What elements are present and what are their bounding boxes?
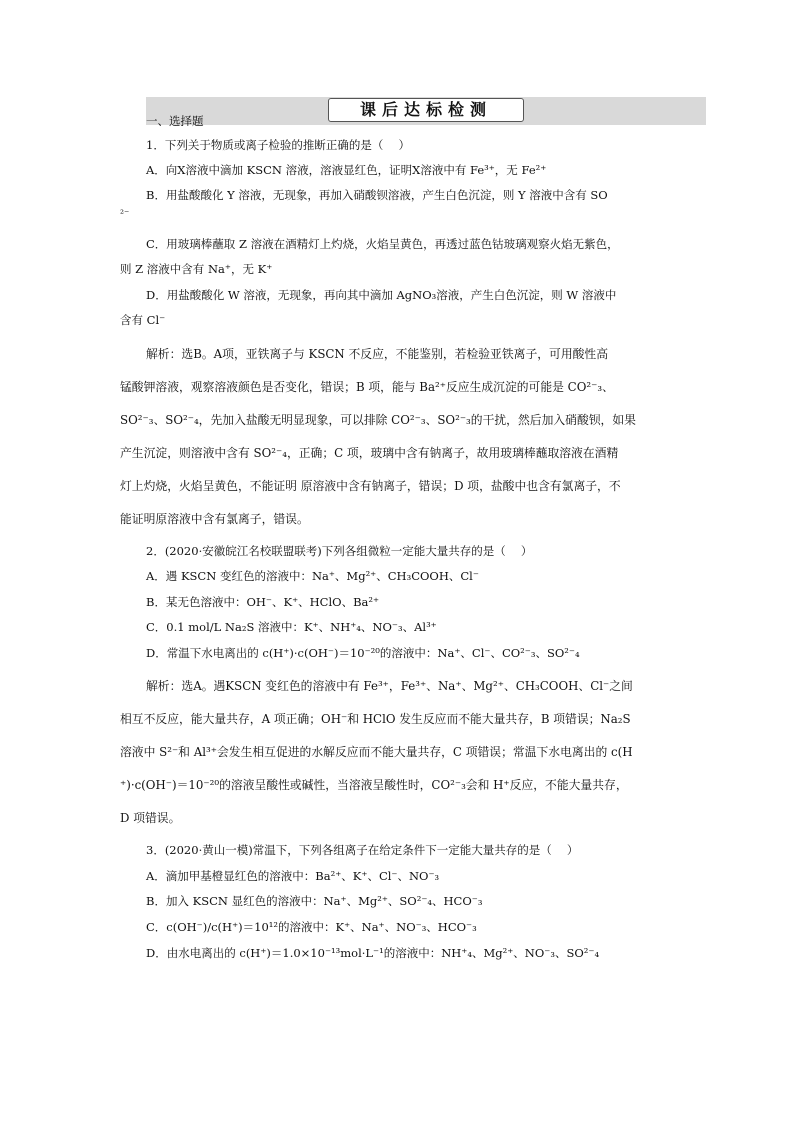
section-heading: 一、选择题 bbox=[146, 114, 204, 128]
text-line: 解析：选A。遇KSCN 变红色的溶液中有 Fe³⁺，Fe³⁺、Na⁺、Mg²⁺、CH₃COOH、Cl⁻之间 bbox=[146, 679, 633, 693]
text-line: C．0.1 mol/L Na₂S 溶液中：K⁺、NH⁺₄、NO⁻₃、Al³⁺ bbox=[146, 620, 437, 634]
text-line: A．向X溶液中滴加 KSCN 溶液，溶液显红色，证明X溶液中有 Fe³⁺，无 Fe²⁺ bbox=[146, 163, 547, 177]
text-line: 含有 Cl⁻ bbox=[120, 313, 166, 327]
text-line: ²⁻ bbox=[120, 209, 130, 220]
title-banner bbox=[146, 97, 706, 125]
text-line: 产生沉淀，则溶液中含有 SO²⁻₄，正确；C 项，玻璃中含有钠离子，故用玻璃棒蘸取溶液在酒精 bbox=[120, 446, 619, 460]
text-line: 锰酸钾溶液，观察溶液颜色是否变化，错误；B 项，能与 Ba²⁺反应生成沉淀的可能是 CO²⁻₃、 bbox=[120, 380, 614, 394]
text-line: B．用盐酸酸化 Y 溶液，无现象，再加入硝酸钡溶液，产生白色沉淀，则 Y 溶液中含有 SO bbox=[146, 188, 608, 202]
text-line: D．由水电离出的 c(H⁺)＝1.0×10⁻¹³mol·L⁻¹的溶液中：NH⁺₄、Mg²⁺、NO⁻₃、SO²⁻₄ bbox=[146, 946, 600, 960]
text-line: 相互不反应，能大量共存，A 项正确；OH⁻和 HClO 发生反应而不能大量共存，B 项错误；Na₂S bbox=[120, 712, 631, 726]
page-title: 课后达标检测 bbox=[328, 98, 524, 122]
text-line: 则 Z 溶液中含有 Na⁺，无 K⁺ bbox=[120, 262, 273, 276]
text-line: SO²⁻₃、SO²⁻₄，先加入盐酸无明显现象，可以排除 CO²⁻₃、SO²⁻₃的干扰，然后加入硝酸钡，如果 bbox=[120, 413, 636, 427]
text-line: 3．(2020·黄山一模)常温下，下列各组离子在给定条件下一定能大量共存的是（ ） bbox=[146, 843, 579, 857]
text-line: A．遇 KSCN 变红色的溶液中：Na⁺、Mg²⁺、CH₃COOH、Cl⁻ bbox=[146, 569, 479, 583]
text-line: D．常温下水电离出的 c(H⁺)·c(OH⁻)＝10⁻²⁰的溶液中：Na⁺、Cl⁻、CO²⁻₃、SO²⁻₄ bbox=[146, 646, 580, 660]
text-line: D 项错误。 bbox=[120, 811, 181, 825]
text-line: C．c(OH⁻)/c(H⁺)＝10¹²的溶液中：K⁺、Na⁺、NO⁻₃、HCO⁻₃ bbox=[146, 920, 477, 934]
text-line: D．用盐酸酸化 W 溶液，无现象，再向其中滴加 AgNO₃溶液，产生白色沉淀，则 W 溶液中 bbox=[146, 288, 617, 302]
text-line: 解析：选B。A项，亚铁离子与 KSCN 不反应，不能鉴别，若检验亚铁离子，可用酸性高 bbox=[146, 347, 609, 361]
text-line: 能证明原溶液中含有氯离子，错误。 bbox=[120, 512, 309, 526]
text-line: B．某无色溶液中：OH⁻、K⁺、HClO、Ba²⁺ bbox=[146, 595, 380, 609]
text-line: 溶液中 S²⁻和 Al³⁺会发生相互促进的水解反应而不能大量共存，C 项错误；常温下水电离出的 c(H bbox=[120, 745, 633, 759]
text-line: A．滴加甲基橙显红色的溶液中：Ba²⁺、K⁺、Cl⁻、NO⁻₃ bbox=[146, 869, 440, 883]
text-line: 2．(2020·安徽皖江名校联盟联考)下列各组微粒一定能大量共存的是（ ） bbox=[146, 544, 533, 558]
text-line: C．用玻璃棒蘸取 Z 溶液在酒精灯上灼烧，火焰呈黄色，再透过蓝色钴玻璃观察火焰无紫色， bbox=[146, 237, 619, 251]
text-line: ⁺)·c(OH⁻)＝10⁻²⁰的溶液呈酸性或碱性，当溶液呈酸性时，CO²⁻₃会和 H⁺反应，不能大量共存， bbox=[120, 778, 628, 792]
text-line: 灯上灼烧，火焰呈黄色，不能证明 原溶液中含有钠离子，错误；D 项，盐酸中也含有氯离子，不 bbox=[120, 479, 621, 493]
text-line: B．加入 KSCN 显红色的溶液中：Na⁺、Mg²⁺、SO²⁻₄、HCO⁻₃ bbox=[146, 894, 483, 908]
text-line: 1．下列关于物质或离子检验的推断正确的是（ ） bbox=[146, 138, 410, 152]
